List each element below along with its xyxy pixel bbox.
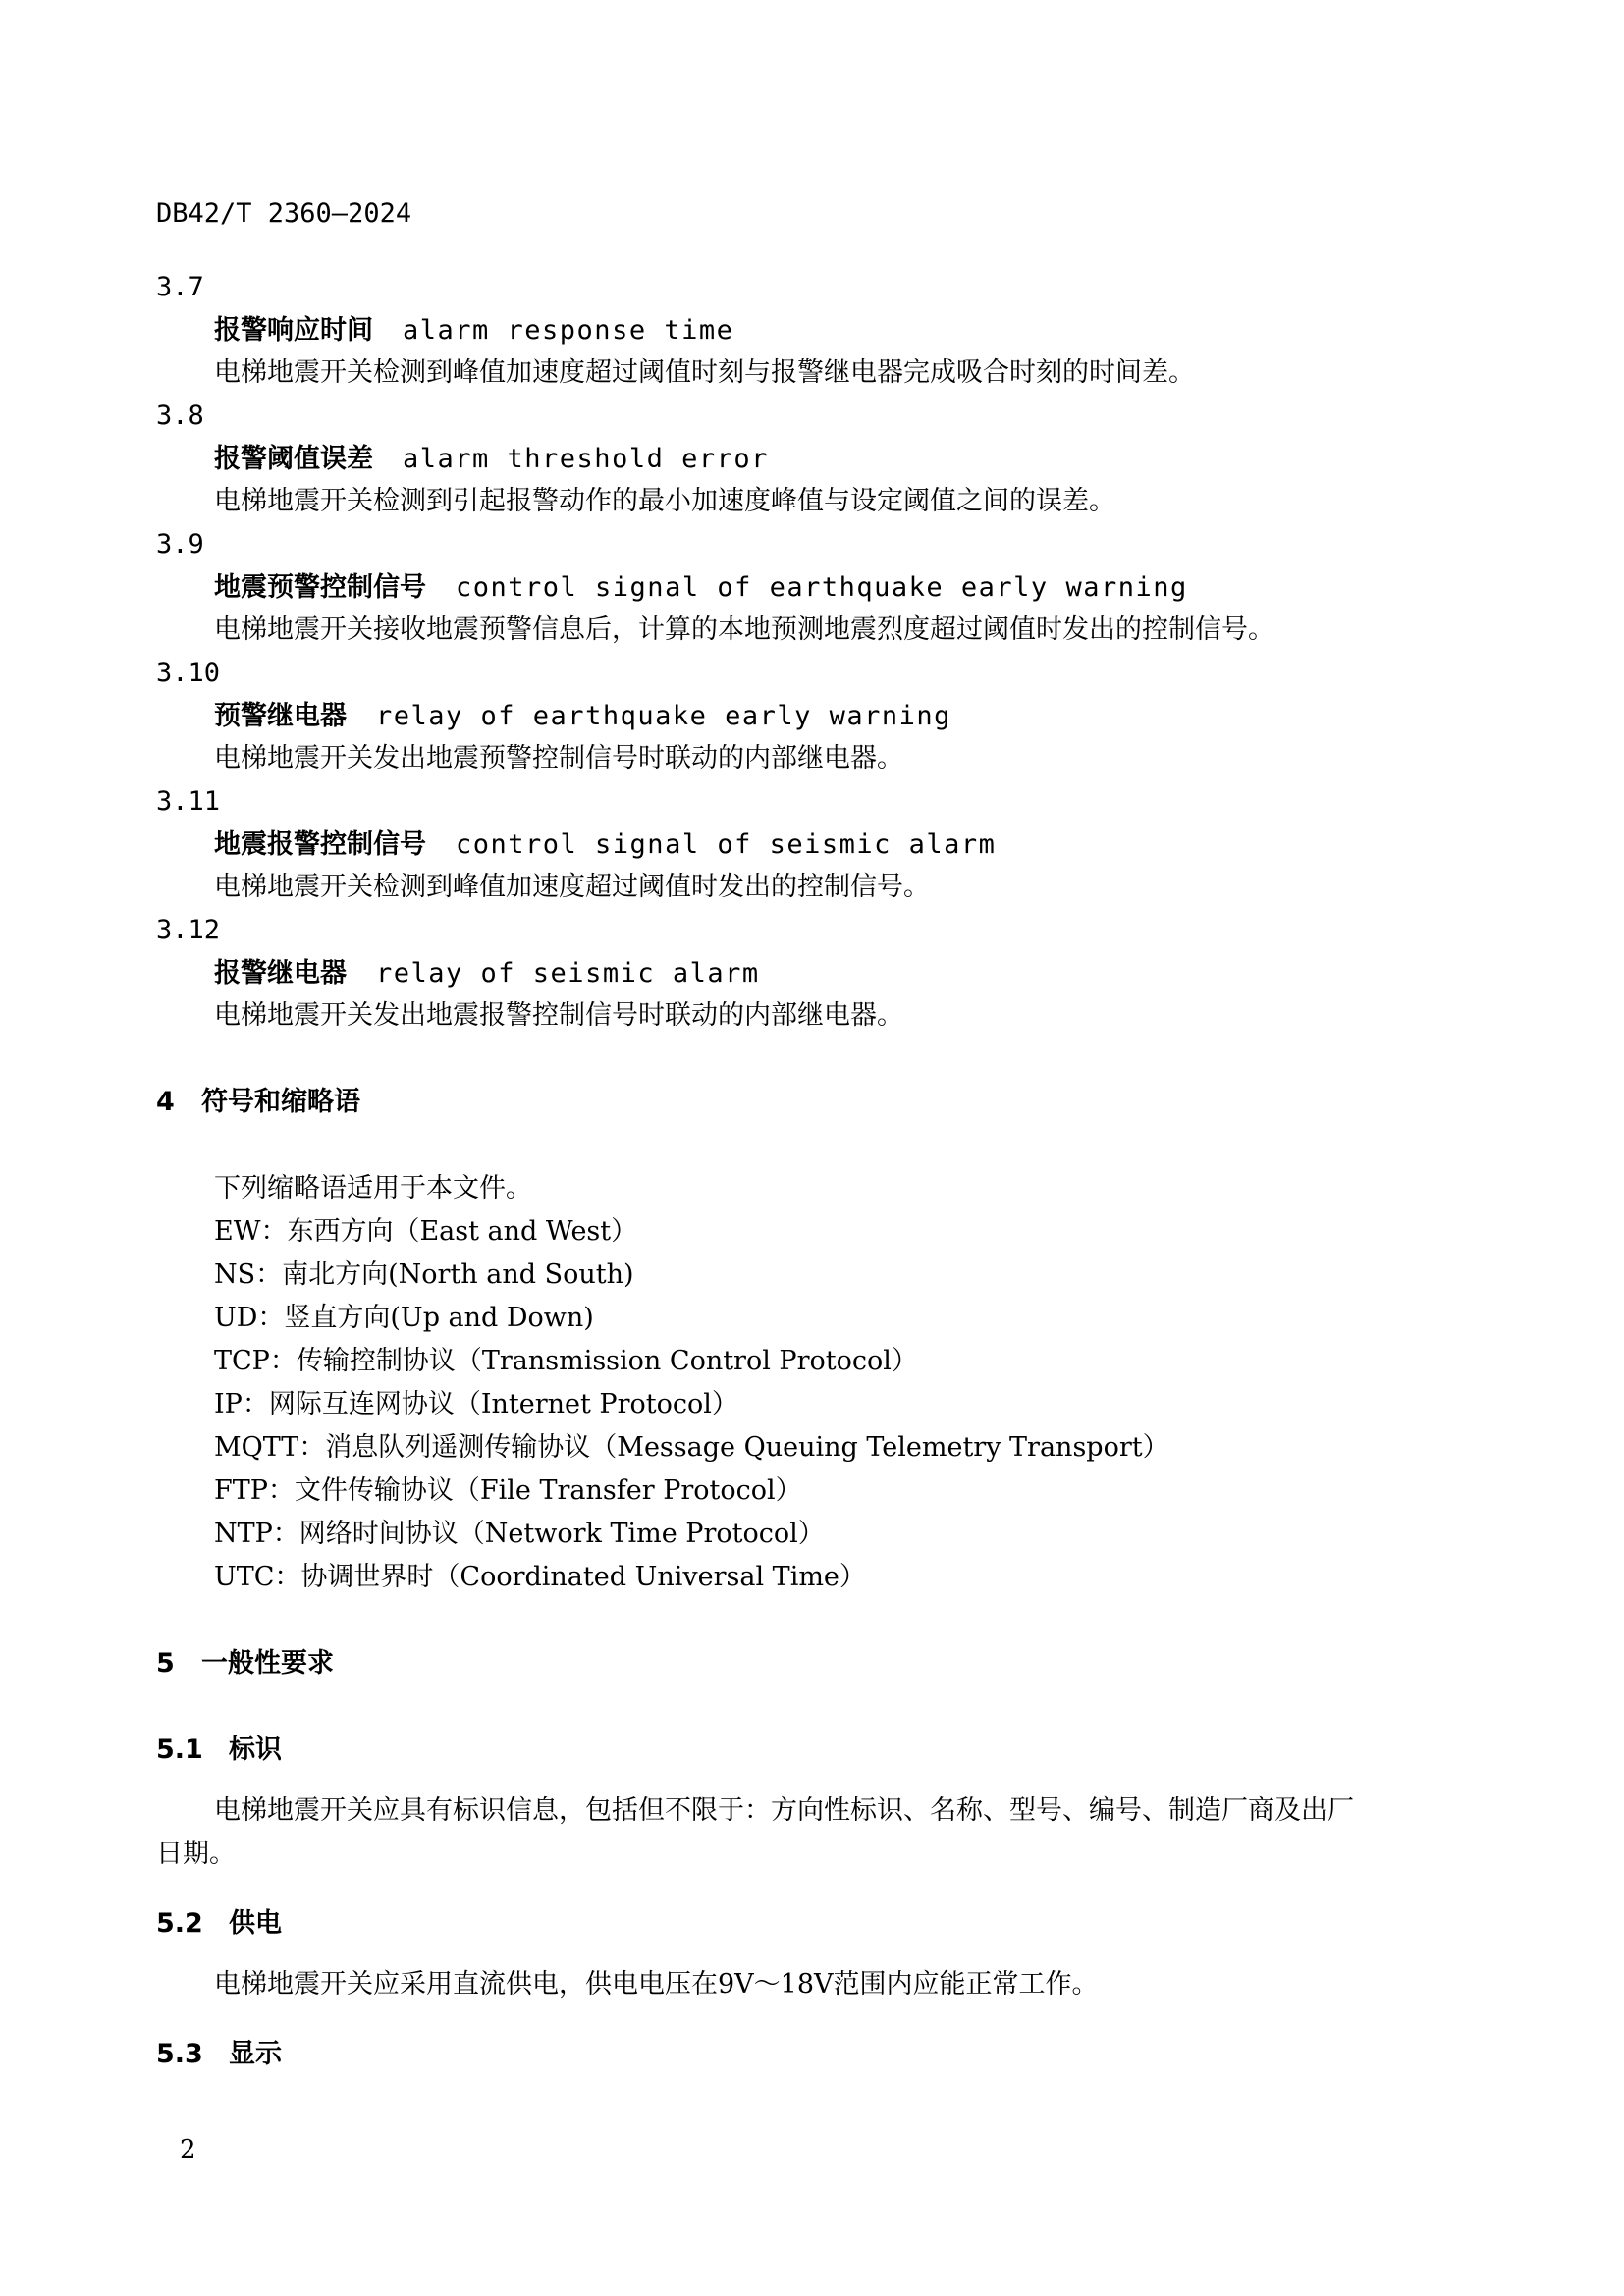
term-number: 3.9 — [156, 529, 204, 560]
term-heading — [214, 313, 733, 348]
section-heading — [156, 1646, 334, 1682]
abbreviation-item: TCP：传输控制协议（Transmission Control Protocol） — [214, 1346, 918, 1376]
document-code-header: DB42/T 2360—2024 — [156, 198, 412, 229]
subsection-title: 显示 — [229, 2039, 282, 2069]
term-zh: 预警继电器 — [214, 701, 347, 731]
term-definition: 电梯地震开关检测到引起报警动作的最小加速度峰值与设定阈值之间的误差。 — [214, 486, 1115, 516]
term-en: relay of seismic alarm — [376, 958, 760, 988]
subsection-title: 标识 — [229, 1735, 282, 1765]
term-heading — [214, 442, 769, 477]
term-number: 3.8 — [156, 400, 204, 431]
term-zh: 地震预警控制信号 — [214, 572, 426, 603]
term-zh: 报警阈值误差 — [214, 444, 373, 474]
subsection-number: 5.3 — [156, 2039, 203, 2069]
subsection-number: 5.1 — [156, 1735, 203, 1765]
term-heading — [214, 570, 1188, 606]
term-zh: 报警继电器 — [214, 958, 347, 988]
section-number: 5 — [156, 1648, 175, 1679]
term-heading — [214, 828, 996, 863]
term-en: relay of earthquake early warning — [376, 701, 951, 731]
term-heading — [214, 956, 760, 991]
term-number: 3.7 — [156, 272, 204, 302]
subsection-heading — [156, 1733, 282, 1768]
term-en: alarm threshold error — [403, 444, 769, 474]
term-en: control signal of earthquake early warning — [456, 572, 1188, 603]
subsection-number: 5.2 — [156, 1908, 203, 1939]
term-number: 3.11 — [156, 786, 221, 817]
term-definition: 电梯地震开关接收地震预警信息后，计算的本地预测地震烈度超过阈值时发出的控制信号。 — [214, 614, 1274, 645]
paragraph-line: 日期。 — [156, 1839, 236, 1869]
section-intro: 下列缩略语适用于本文件。 — [214, 1173, 532, 1203]
term-zh: 地震报警控制信号 — [214, 829, 426, 860]
abbreviation-item: NTP：网络时间协议（Network Time Protocol） — [214, 1519, 825, 1549]
abbreviation-item: IP：网际互连网协议（Internet Protocol） — [214, 1389, 738, 1419]
paragraph-line: 电梯地震开关应具有标识信息，包括但不限于：方向性标识、名称、型号、编号、制造厂商及出厂 — [214, 1795, 1354, 1826]
abbreviation-item: MQTT：消息队列遥测传输协议（Message Queuing Telemetry Transport） — [214, 1432, 1169, 1463]
abbreviation-item: UD：竖直方向(Up and Down) — [214, 1303, 594, 1333]
term-definition: 电梯地震开关检测到峰值加速度超过阈值时发出的控制信号。 — [214, 872, 930, 902]
section-title: 一般性要求 — [201, 1648, 334, 1679]
subsection-title: 供电 — [229, 1908, 282, 1939]
term-number: 3.10 — [156, 658, 221, 688]
abbreviation-item: EW：东西方向（East and West） — [214, 1216, 638, 1247]
section-title: 符号和缩略语 — [201, 1087, 360, 1117]
subsection-heading — [156, 2037, 282, 2072]
abbreviation-item: NS：南北方向(North and South) — [214, 1259, 634, 1290]
section-number: 4 — [156, 1087, 175, 1117]
abbreviation-item: UTC：协调世界时（Coordinated Universal Time） — [214, 1562, 866, 1592]
abbreviation-item: FTP：文件传输协议（File Transfer Protocol） — [214, 1475, 802, 1506]
term-definition: 电梯地震开关发出地震报警控制信号时联动的内部继电器。 — [214, 1000, 903, 1031]
paragraph-line: 电梯地震开关应采用直流供电，供电电压在9V～18V范围内应能正常工作。 — [214, 1969, 1099, 2000]
term-heading — [214, 699, 951, 734]
subsection-heading — [156, 1906, 282, 1942]
section-heading — [156, 1085, 360, 1120]
page-number: 2 — [180, 2135, 196, 2164]
term-number: 3.12 — [156, 915, 221, 945]
term-en: control signal of seismic alarm — [456, 829, 997, 860]
term-definition: 电梯地震开关发出地震预警控制信号时联动的内部继电器。 — [214, 743, 903, 774]
term-en: alarm response time — [403, 315, 734, 346]
term-zh: 报警响应时间 — [214, 315, 373, 346]
term-definition: 电梯地震开关检测到峰值加速度超过阈值时刻与报警继电器完成吸合时刻的时间差。 — [214, 357, 1195, 388]
